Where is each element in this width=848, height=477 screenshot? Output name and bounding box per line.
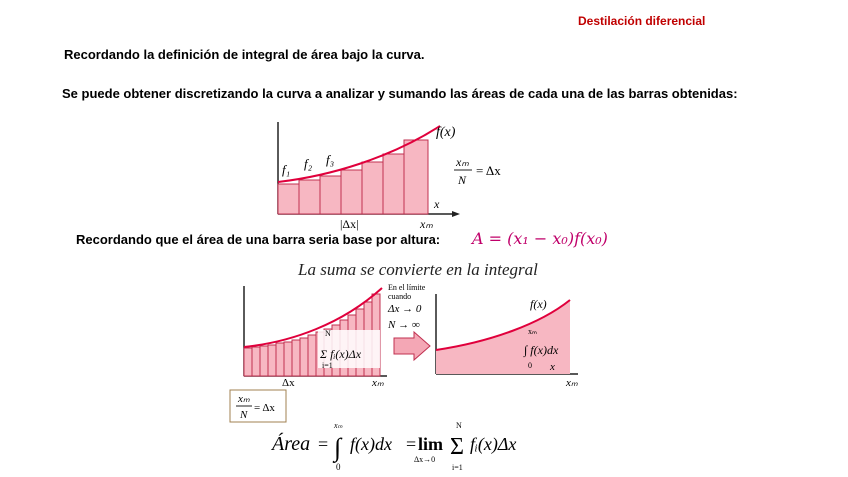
sum-lower: i=1 — [322, 361, 333, 370]
many-bars-figure — [222, 282, 392, 424]
sum-upper: N — [325, 329, 331, 338]
eq1: = — [318, 434, 329, 454]
riemann-bars-figure — [270, 118, 520, 234]
bar — [404, 140, 428, 214]
bar — [320, 176, 341, 214]
integral-sign: ∫ — [334, 433, 342, 462]
xm-label: xₘ — [566, 377, 578, 389]
f1-label: f₁ — [282, 162, 291, 177]
sigma-sign: Σ — [450, 434, 464, 460]
ratio-numerator: xₘ — [456, 155, 469, 169]
sum-to-integral-title: La suma se convierte en la integral — [298, 260, 538, 279]
bar — [383, 154, 404, 214]
int-lower: 0 — [528, 361, 532, 370]
discretize-text: Se puede obtener discretizando la curva a analizar y sumando las áreas de cada una de las barras obtenidas: — [62, 86, 738, 101]
summand: fᵢ(x)Δx — [470, 434, 517, 454]
sum-lower: i=1 — [452, 463, 463, 472]
x-axis-label: x — [434, 197, 440, 211]
eq2: = — [406, 434, 417, 454]
limit-note-3: Δx → 0 — [388, 303, 422, 315]
bars-group — [278, 140, 428, 214]
right-arrow-icon — [394, 332, 430, 360]
integrand: f(x)dx — [350, 434, 392, 454]
left-sum: Σ fᵢ(x)Δx — [320, 347, 362, 361]
int-lower: 0 — [336, 462, 341, 472]
xm-label: xₘ — [372, 377, 384, 389]
int-upper: xₘ — [334, 421, 343, 430]
dx-label: |Δx| — [340, 217, 359, 231]
final-area-formula — [270, 418, 550, 474]
box-equals: = Δx — [254, 402, 275, 414]
bar — [341, 170, 362, 214]
sum-upper: N — [456, 421, 462, 430]
xm-label: xₘ — [420, 217, 433, 231]
x-axis-arrow-icon — [452, 211, 460, 217]
lim-word: lim — [418, 434, 443, 454]
f3-label: f₃ — [326, 152, 335, 167]
right-integral: ∫ f(x)dx — [524, 343, 559, 357]
bar — [362, 162, 383, 214]
integral-area-figure — [430, 290, 580, 390]
limit-note-4: N → ∞ — [388, 319, 420, 331]
x-axis-label: x — [550, 361, 555, 373]
box-denominator: N — [240, 409, 248, 421]
f2-label: f₂ — [304, 156, 313, 171]
ratio-equals: = Δx — [476, 163, 501, 178]
right-fx-label: f(x) — [530, 297, 547, 311]
limit-note-2: cuando — [388, 292, 412, 301]
area-word: Área — [272, 433, 311, 455]
intro-text: Recordando la definición de integral de área bajo la curva. — [64, 47, 425, 62]
dx-label: Δx — [282, 377, 295, 389]
bar-area-text: Recordando que el área de una barra seria base por altura: — [76, 232, 441, 247]
int-upper: xₘ — [528, 327, 537, 336]
lim-subscript: Δx→0 — [414, 455, 436, 464]
ratio-denominator: N — [458, 173, 467, 187]
bar — [278, 184, 299, 214]
bar-area-formula: A = (x₁ − x₀)f(x₀) — [472, 229, 608, 248]
limit-note-1: En el límite — [388, 283, 426, 292]
curve-label: f(x) — [436, 125, 456, 140]
bar — [299, 180, 320, 214]
page-header-title: Destilación diferencial — [578, 14, 706, 28]
box-numerator: xₘ — [238, 393, 250, 405]
